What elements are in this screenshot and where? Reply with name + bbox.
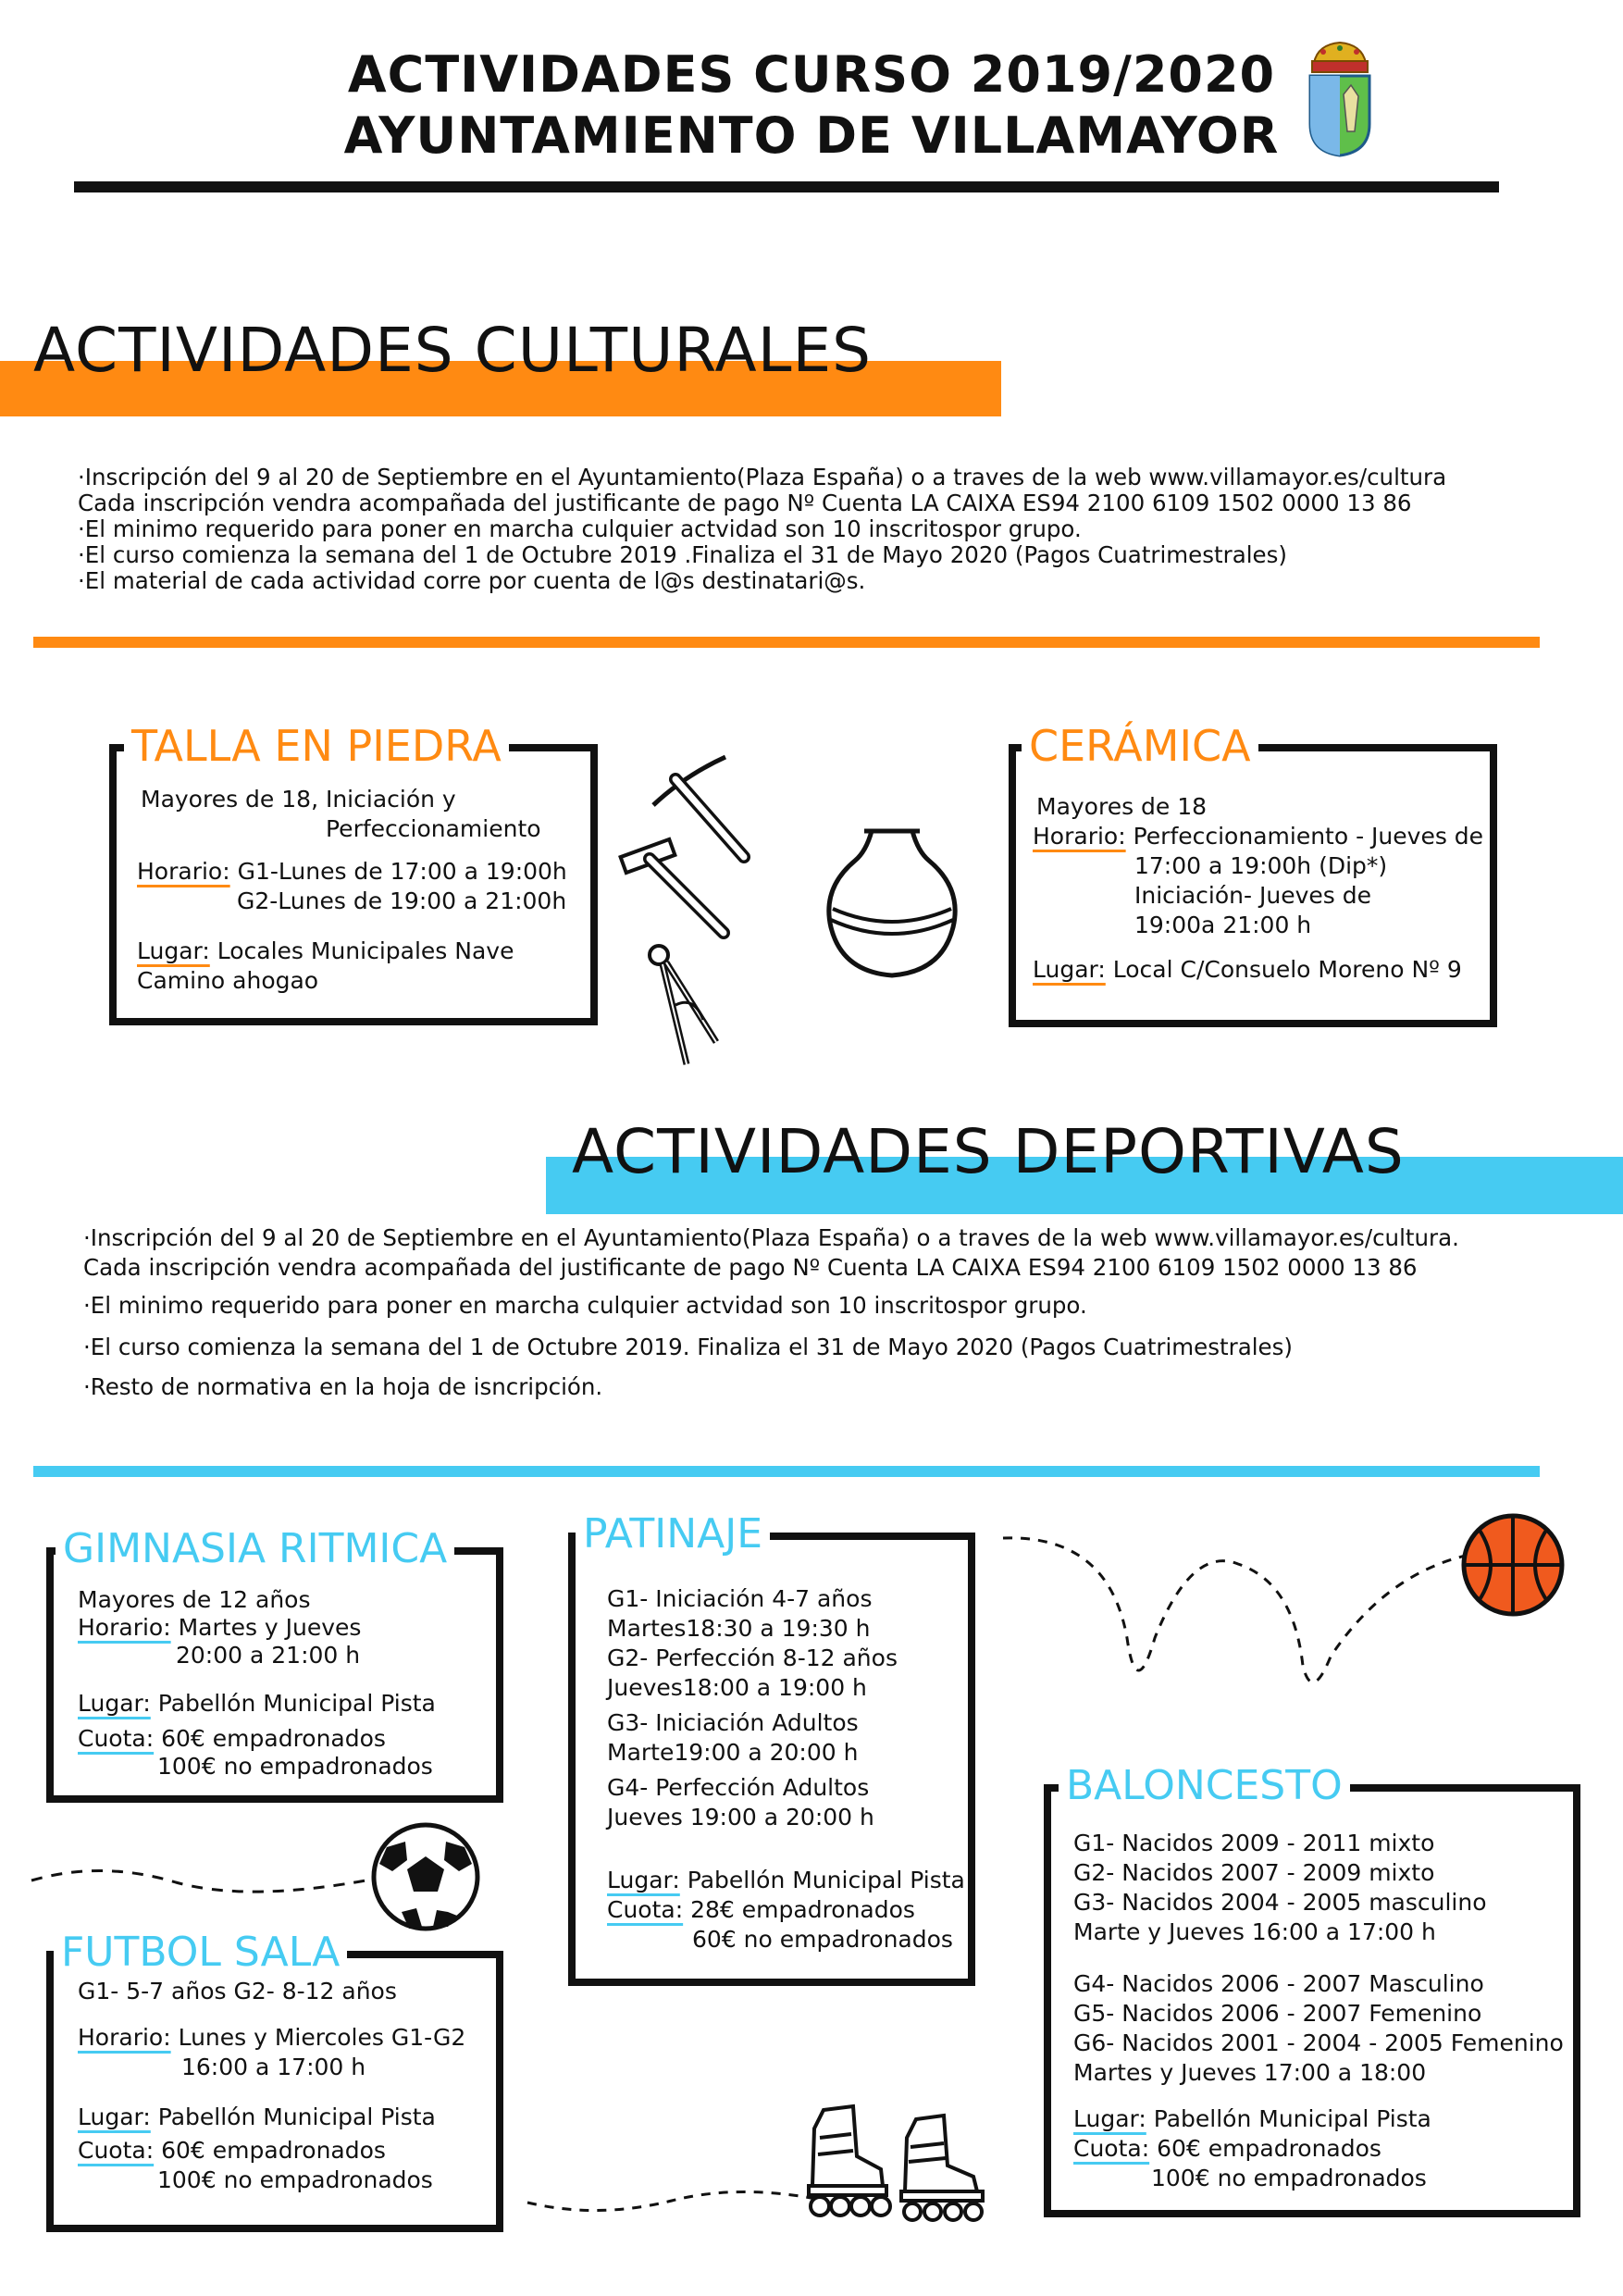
patinaje-lugar: Pabellón Municipal Pista <box>687 1867 965 1893</box>
vase-icon <box>818 824 966 981</box>
patinaje-line: Martes18:30 a 19:30 h <box>607 1615 871 1642</box>
ceramica-line: Mayores de 18 <box>1036 793 1208 820</box>
compass-icon <box>638 940 722 1070</box>
baloncesto-content <box>1073 1829 1564 2193</box>
deportivas-bullet: ·Inscripción del 9 al 20 de Septiembre en el Ayuntamiento(Plaza España) o a traves de la web www.villamayor.es/cultura. <box>83 1224 1459 1251</box>
talla-lugar-label: Lugar: <box>137 937 210 964</box>
patinaje-content <box>607 1584 965 1955</box>
talla-line: Mayores de 18, Iniciación y <box>141 786 456 813</box>
futbol-title: FUTBOL SALA <box>54 1929 347 1977</box>
skates-path <box>524 2175 820 2230</box>
talla-content <box>137 785 567 996</box>
talla-lugar: Locales Municipales Nave <box>217 937 514 964</box>
ceramica-horario: 19:00a 21:00 h <box>1134 912 1312 938</box>
basketball-icon <box>1458 1510 1567 1620</box>
patinaje-cuota: 28€ empadronados <box>690 1896 915 1923</box>
patinaje-line: G1- Iniciación 4-7 años <box>607 1585 873 1612</box>
deportivas-heading: ACTIVIDADES DEPORTIVAS <box>572 1116 1405 1187</box>
baloncesto-line: Martes y Jueves 17:00 a 18:00 <box>1073 2059 1427 2086</box>
patinaje-line: G4- Perfección Adultos <box>607 1774 870 1801</box>
cultural-bullet: ·El material de cada actividad corre por cuenta de l@s destinatari@s. <box>78 567 866 594</box>
dashed-path <box>28 1851 379 1906</box>
baloncesto-line: G2- Nacidos 2007 - 2009 mixto <box>1073 1859 1435 1886</box>
futbol-horario: 16:00 a 17:00 h <box>181 2054 366 2080</box>
talla-horario-label: Horario: <box>137 858 230 885</box>
gimnasia-title: GIMNASIA RITMICA <box>56 1525 454 1573</box>
title-line-1: ACTIVIDADES CURSO 2019/2020 <box>347 45 1276 104</box>
gimnasia-horario: 20:00 a 21:00 h <box>176 1642 361 1669</box>
patinaje-cuota: 60€ no empadronados <box>692 1926 953 1953</box>
bounce-path <box>997 1527 1516 1703</box>
ceramica-horario: 17:00 a 19:00h (Dip*) <box>1134 852 1388 879</box>
ceramica-horario: Iniciación- Jueves de <box>1134 882 1371 909</box>
futbol-cuota-label: Cuota: <box>78 2137 155 2164</box>
gimnasia-cuota: 60€ empadronados <box>161 1725 386 1752</box>
patinaje-title: PATINAJE <box>576 1510 770 1558</box>
page-title <box>0 44 1623 167</box>
talla-line: Perfeccionamiento <box>326 815 541 842</box>
futbol-content <box>78 1977 465 2195</box>
gimnasia-line: Mayores de 12 años <box>78 1586 311 1613</box>
baloncesto-cuota-label: Cuota: <box>1073 2135 1150 2162</box>
gimnasia-horario-label: Horario: <box>78 1614 171 1641</box>
cultural-bullet: ·Inscripción del 9 al 20 de Septiembre en el Ayuntamiento(Plaza España) o a traves de la web www.villamayor.es/cultura <box>78 464 1447 490</box>
deportivas-bullet: Cada inscripción vendra acompañada del justificante de pago Nº Cuenta LA CAIXA ES94 2100 6109 1502 0000 13 86 <box>83 1254 1418 1281</box>
deportivas-bullet: ·El minimo requerido para poner en marcha culquier actvidad son 10 inscritospor grupo. <box>83 1292 1087 1319</box>
baloncesto-line: G3- Nacidos 2004 - 2005 masculino <box>1073 1889 1487 1916</box>
gimnasia-cuota-label: Cuota: <box>78 1725 155 1752</box>
football-icon <box>368 1819 483 1934</box>
hammer-icon <box>613 831 742 942</box>
patinaje-line: G3- Iniciación Adultos <box>607 1709 859 1736</box>
gimnasia-horario: Martes y Jueves <box>178 1614 362 1641</box>
cultural-bullet: ·El curso comienza la semana del 1 de Octubre 2019 .Finaliza el 31 de Mayo 2020 (Pagos Cuatrimestrales) <box>78 541 1287 568</box>
cultural-heading: ACTIVIDADES CULTURALES <box>33 315 873 386</box>
baloncesto-lugar: Pabellón Municipal Pista <box>1153 2105 1431 2132</box>
ceramica-content <box>1033 792 1483 985</box>
futbol-lugar: Pabellón Municipal Pista <box>157 2104 436 2130</box>
gimnasia-cuota: 100€ no empadronados <box>157 1753 433 1780</box>
title-line-2: AYUNTAMIENTO DE VILLAMAYOR <box>343 106 1280 165</box>
futbol-horario: Lunes y Miercoles G1-G2 <box>178 2024 466 2051</box>
deportivas-bullet: ·El curso comienza la semana del 1 de Octubre 2019. Finaliza el 31 de Mayo 2020 (Pagos Cuatrimestrales) <box>83 1334 1293 1360</box>
baloncesto-lugar-label: Lugar: <box>1073 2105 1146 2132</box>
ceramica-lugar-label: Lugar: <box>1033 956 1106 983</box>
gimnasia-content <box>78 1586 436 1781</box>
talla-title: TALLA EN PIEDRA <box>124 722 509 770</box>
cultural-info <box>78 465 1446 594</box>
futbol-cuota: 60€ empadronados <box>161 2137 386 2164</box>
gimnasia-lugar: Pabellón Municipal Pista <box>157 1690 436 1717</box>
header-rule <box>74 181 1499 192</box>
patinaje-lugar-label: Lugar: <box>607 1867 680 1893</box>
baloncesto-line: Marte y Jueves 16:00 a 17:00 h <box>1073 1918 1436 1945</box>
baloncesto-line: G5- Nacidos 2006 - 2007 Femenino <box>1073 2000 1482 2027</box>
inline-skates-icon <box>796 2101 1009 2221</box>
baloncesto-cuota: 100€ no empadronados <box>1151 2165 1427 2191</box>
patinaje-line: Marte19:00 a 20:00 h <box>607 1739 859 1766</box>
deportivas-bullet: ·Resto de normativa en la hoja de isncripción. <box>83 1373 603 1400</box>
deportivas-divider <box>33 1466 1540 1477</box>
talla-horario: G2-Lunes de 19:00 a 21:00h <box>237 887 567 914</box>
futbol-horario-label: Horario: <box>78 2024 171 2051</box>
futbol-cuota: 100€ no empadronados <box>157 2166 433 2193</box>
talla-lugar: Camino ahogao <box>137 967 319 994</box>
coat-of-arms-icon <box>1303 39 1377 159</box>
deportivas-info <box>83 1225 1459 1407</box>
futbol-line: G1- 5-7 años G2- 8-12 años <box>78 1978 397 2004</box>
ceramica-title: CERÁMICA <box>1022 722 1258 770</box>
patinaje-line: Jueves18:00 a 19:00 h <box>607 1674 867 1701</box>
patinaje-line: G2- Perfección 8-12 años <box>607 1644 898 1671</box>
baloncesto-title: BALONCESTO <box>1059 1762 1350 1810</box>
patinaje-line: Jueves 19:00 a 20:00 h <box>607 1804 874 1831</box>
futbol-lugar-label: Lugar: <box>78 2104 151 2130</box>
baloncesto-line: G1- Nacidos 2009 - 2011 mixto <box>1073 1830 1435 1856</box>
ceramica-lugar: Local C/Consuelo Moreno Nº 9 <box>1112 956 1462 983</box>
cultural-bullet: Cada inscripción vendra acompañada del justificante de pago Nº Cuenta LA CAIXA ES94 2100 6109 1502 0000 13 86 <box>78 490 1412 516</box>
ceramica-horario: Perfeccionamiento - Jueves de <box>1133 823 1484 850</box>
patinaje-cuota-label: Cuota: <box>607 1896 684 1923</box>
baloncesto-line: G4- Nacidos 2006 - 2007 Masculino <box>1073 1970 1484 1997</box>
talla-horario: G1-Lunes de 17:00 a 19:00h <box>237 858 567 885</box>
gimnasia-lugar-label: Lugar: <box>78 1690 151 1717</box>
ceramica-horario-label: Horario: <box>1033 823 1126 850</box>
cultural-divider <box>33 637 1540 648</box>
baloncesto-line: G6- Nacidos 2001 - 2004 - 2005 Femenino <box>1073 2029 1564 2056</box>
cultural-bullet: ·El minimo requerido para poner en marcha culquier actvidad son 10 inscritospor grupo. <box>78 515 1082 542</box>
baloncesto-cuota: 60€ empadronados <box>1157 2135 1381 2162</box>
